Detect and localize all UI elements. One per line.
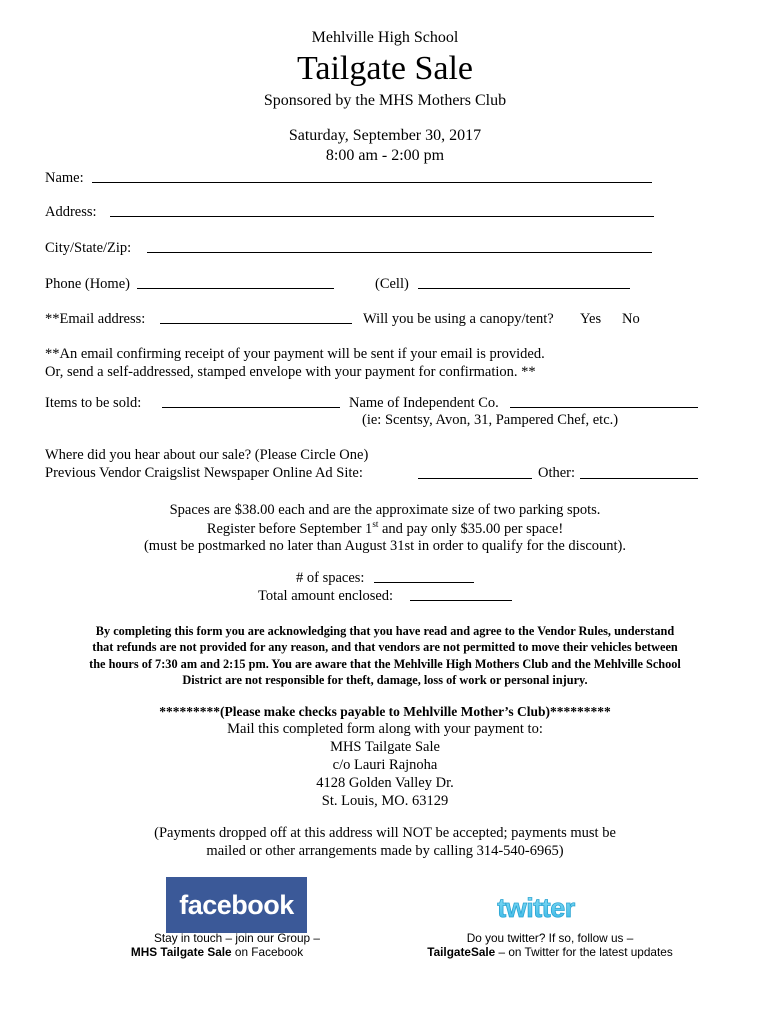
hear-options[interactable]: Previous Vendor Craigslist Newspaper Online Ad Site:	[45, 465, 363, 481]
pricing-line-3: (must be postmarked no later than August 31st in order to qualify for the discount).	[143, 538, 627, 554]
twitter-caption-line-2	[370, 945, 730, 959]
facebook-caption-line-2	[0, 945, 434, 959]
independent-co-field[interactable]	[510, 407, 698, 408]
phone-home-label: Phone (Home)	[45, 276, 130, 292]
event-time: 8:00 am - 2:00 pm	[325, 147, 445, 164]
mail-address-line-1: MHS Tailgate Sale	[330, 739, 440, 755]
twitter-caption-rest: – on Twitter for the latest updates	[495, 945, 673, 959]
name-label: Name:	[45, 170, 84, 186]
cell-field[interactable]	[418, 288, 630, 289]
facebook-group-name[interactable]: MHS Tailgate Sale	[130, 945, 232, 959]
agreement-line-2: that refunds are not provided for any reason, and that vendors are not permitted to move their vehicles between	[92, 640, 678, 654]
phone-home-field[interactable]	[137, 288, 334, 289]
school-name: Mehlville High School	[311, 29, 459, 46]
independent-co-example: (ie: Scentsy, Avon, 31, Pampered Chef, etc.)	[362, 412, 619, 428]
svg-text:twitter: twitter	[497, 893, 575, 923]
total-label: Total amount enclosed:	[258, 588, 394, 604]
mail-address-line-2: c/o Lauri Rajnoha	[332, 757, 438, 773]
facebook-logo-text: facebook	[179, 889, 294, 920]
facebook-caption-line-1: Stay in touch – join our Group –	[154, 931, 320, 945]
event-date: Saturday, September 30, 2017	[288, 127, 482, 144]
payment-note-line-2: mailed or other arrangements made by calling 314-540-6965)	[206, 843, 564, 859]
facebook-logo-icon[interactable]	[166, 877, 307, 933]
other-field[interactable]	[580, 478, 698, 479]
online-ad-site-field[interactable]	[418, 478, 532, 479]
mail-instruction: Mail this completed form along with your payment to:	[227, 721, 543, 737]
cell-label: (Cell)	[375, 276, 409, 292]
items-field[interactable]	[162, 407, 340, 408]
twitter-caption-line-1: Do you twitter? If so, follow us –	[466, 931, 634, 945]
pricing-line-1: Spaces are $38.00 each and are the approximate size of two parking spots.	[169, 502, 601, 518]
items-label: Items to be sold:	[45, 395, 142, 411]
email-label: **Email address:	[45, 311, 146, 327]
canopy-yes-option[interactable]: Yes	[580, 311, 602, 327]
name-field[interactable]	[92, 182, 652, 183]
canopy-question: Will you be using a canopy/tent?	[363, 311, 554, 327]
independent-co-label: Name of Independent Co.	[349, 395, 499, 411]
other-label: Other:	[538, 465, 576, 481]
city-state-zip-label: City/State/Zip:	[45, 240, 132, 256]
email-field[interactable]	[160, 323, 352, 324]
email-note-line-1: **An email confirming receipt of your payment will be sent if your email is provided.	[45, 346, 545, 362]
mail-address-line-4: St. Louis, MO. 63129	[321, 793, 449, 809]
address-field[interactable]	[110, 216, 654, 217]
city-state-zip-field[interactable]	[147, 252, 652, 253]
facebook-caption-rest: on Facebook	[231, 945, 304, 959]
canopy-no-option[interactable]: No	[622, 311, 640, 327]
email-note-line-2: Or, send a self-addressed, stamped envelope with your payment for confirmation. **	[45, 364, 536, 380]
address-label: Address:	[45, 204, 97, 220]
spaces-field[interactable]	[374, 582, 474, 583]
hear-question: Where did you hear about our sale? (Please Circle One)	[45, 447, 369, 463]
total-field[interactable]	[410, 600, 512, 601]
spaces-label: # of spaces:	[296, 570, 365, 586]
agreement-line-4: District are not responsible for theft, damage, loss of work or personal injury.	[182, 673, 588, 687]
payment-note-line-1: (Payments dropped off at this address will NOT be accepted; payments must be	[154, 825, 616, 841]
ordinal-suffix: st	[372, 519, 379, 529]
checks-payable-line: *********(Please make checks payable to Mehlville Mother’s Club)*********	[159, 704, 611, 719]
twitter-logo-icon[interactable]	[475, 888, 597, 928]
pricing-line-2-end: and pay only $35.00 per space!	[378, 520, 564, 537]
agreement-line-3: the hours of 7:30 am and 2:15 pm. You are aware that the Mehlville High Mothers Club and the Mehlville School	[89, 657, 681, 671]
pricing-line-2-start: Register before September 1	[206, 520, 373, 537]
mail-address-line-3: 4128 Golden Valley Dr.	[316, 775, 454, 791]
sponsor-line: Sponsored by the MHS Mothers Club	[263, 92, 507, 109]
twitter-handle[interactable]: TailgateSale	[427, 945, 496, 959]
page-title: Tailgate Sale	[296, 50, 474, 87]
agreement-line-1: By completing this form you are acknowledging that you have read and agree to the Vendor Rules, understand	[95, 624, 675, 638]
pricing-line-2	[0, 519, 770, 538]
